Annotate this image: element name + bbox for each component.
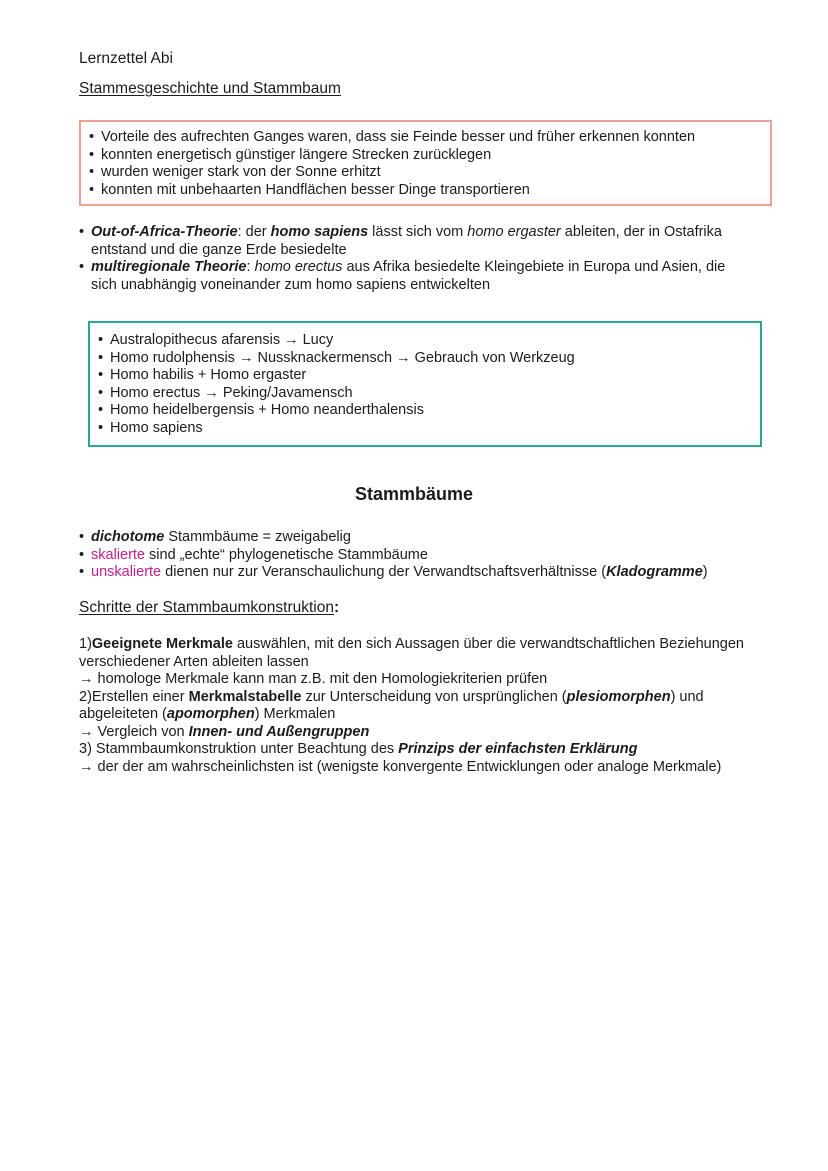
step-3-note: → der der am wahrscheinlichsten ist (wenigste konvergente Entwicklungen oder analoge Merkmale) [79, 758, 722, 775]
step-1-note: → homologe Merkmale kann man z.B. mit den Homologiekriterien prüfen [79, 671, 548, 687]
advantage-item: • Vorteile des aufrechten Ganges waren, dass sie Feinde besser und früher erkennen konnten [89, 129, 764, 147]
schritte-body [79, 636, 744, 776]
hominid-item: • Homo heidelbergensis + Homo neanderthalensis [98, 402, 754, 420]
advantages-box [79, 120, 772, 206]
advantage-item: • wurden weniger stark von der Sonne erhitzt [89, 164, 764, 182]
hominid-item: • Homo erectus → Peking/Javamensch [98, 385, 754, 403]
hominid-item: • Homo rudolphensis → Nussknackermensch → Gebrauch von Werkzeug [98, 350, 754, 368]
step-2: 2)Erstellen einer Merkmalstabelle zur Unterscheidung von ursprünglichen (plesiomorphen) und abgeleiteten (apomorphen) Merkmalen [79, 688, 704, 722]
theory-term: Out-of-Africa-Theorie [91, 224, 238, 240]
step-3: 3) Stammbaumkonstruktion unter Beachtung des Prinzips der einfachsten Erklärung [79, 741, 638, 757]
advantages-list [89, 129, 764, 199]
stammbaeume-list [79, 529, 779, 582]
schritte-heading: Schritte der Stammbaumkonstruktion: [79, 599, 340, 616]
hominid-item: • Homo sapiens [98, 420, 754, 438]
theories-list [79, 224, 739, 294]
advantage-item: • konnten energetisch günstiger längere Strecken zurücklegen [89, 147, 764, 165]
stammbaum-item-unskaliert: • unskalierte dienen nur zur Veranschaulichung der Verwandtschaftsverhältnisse (Kladogramme) [79, 564, 779, 582]
theory-term: multiregionale Theorie [91, 259, 247, 275]
theory-multiregional: • multiregionale Theorie: homo erectus aus Afrika besiedelte Kleingebiete in Europa und Asien, die sich unabhängig voneinander zum homo sapiens entwickelten [79, 259, 739, 294]
stammbaum-item-skaliert: • skalierte sind „echte“ phylogenetische Stammbäume [79, 547, 779, 565]
document-title: Lernzettel Abi [79, 50, 173, 67]
hominid-box [88, 321, 762, 447]
hominid-item: • Homo habilis + Homo ergaster [98, 367, 754, 385]
stammbaum-item-dichotom: • dichotome Stammbäume = zweigabelig [79, 529, 779, 547]
theory-out-of-africa: • Out-of-Africa-Theorie: der homo sapiens lässt sich vom homo ergaster ableiten, der in Ostafrika entstand und die ganze Erde besiedelte [79, 224, 739, 259]
stammbaeume-heading: Stammbäume [354, 484, 474, 504]
hominid-list [98, 332, 754, 437]
step-2-note: → Vergleich von Innen- und Außengruppen [79, 723, 370, 740]
advantage-item: • konnten mit unbehaarten Handflächen besser Dinge transportieren [89, 182, 764, 200]
section-title-stammesgeschichte: Stammesgeschichte und Stammbaum [79, 80, 341, 97]
hominid-item: • Australopithecus afarensis → Lucy [98, 332, 754, 350]
step-1: 1)Geeignete Merkmale auswählen, mit den sich Aussagen über die verwandtschaftlichen Beziehungen verschiedener Arten ableiten lassen [79, 636, 745, 670]
